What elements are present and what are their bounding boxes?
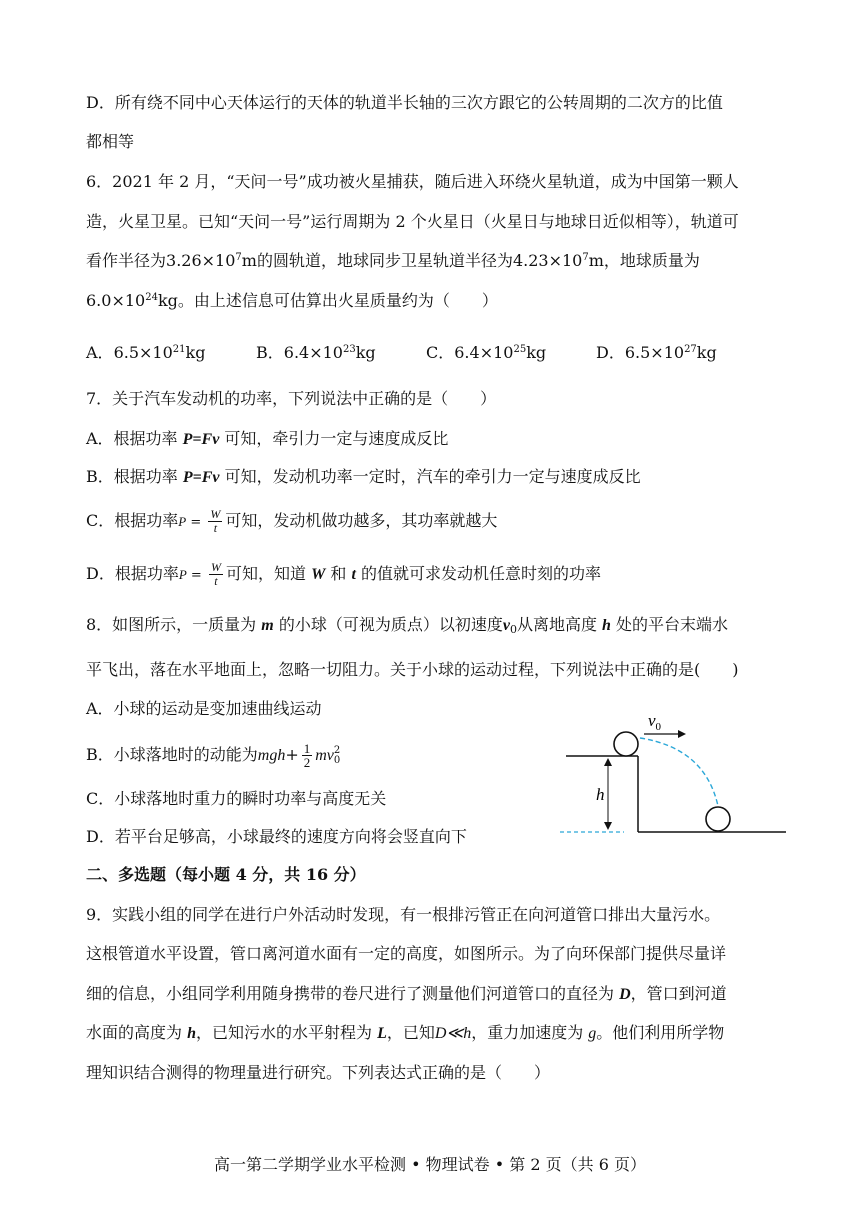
- q6-line2: 造，火星卫星。已知“天问一号”运行周期为 2 个火星日（火星日与地球日近似相等），轨道可: [86, 212, 739, 231]
- velocity-arrow-head-icon: [678, 730, 686, 738]
- fig-v0-label: $v_0$: [648, 711, 662, 733]
- q9-line4: 水面的高度为 h，已知污水的水平射程为 L，已知D≪h，重力加速度为 g。他们利用所学物: [86, 1023, 725, 1042]
- q9-line1: 9．实践小组的同学在进行户外活动时发现，有一根排污管正在向河道管口排出大量污水。: [86, 905, 721, 924]
- q8-option-b[interactable]: B．小球落地时的动能为mgh+ $\frac{1}{2}$ mv 2 0: [86, 741, 341, 770]
- fig-h-label: h: [596, 785, 605, 804]
- q8-b-fraction: $\frac{1}{2}$: [303, 741, 311, 770]
- q9-line5: 理知识结合测得的物理量进行研究。下列表达式正确的是（ ）: [86, 1063, 551, 1082]
- page-footer: 高一第二学期学业水平检测 • 物理试卷 • 第 2 页（共 6 页）: [214, 1155, 646, 1174]
- ball-start: [614, 732, 638, 756]
- q7-d-fraction: $\frac{W}{t}$: [210, 560, 221, 588]
- q6-option-a[interactable]: A．$6.5\times 10^{21}kg$: [86, 343, 206, 362]
- q6-line3: [86, 250, 700, 272]
- q6-options: [86, 342, 766, 364]
- q6-line3-c: ，地球质量为: [603, 251, 700, 270]
- q7-option-c[interactable]: C．根据功率P = $\frac{W}{t}$ 可知，发动机做功越多，其功率就越大: [86, 507, 498, 535]
- ball-end: [706, 807, 730, 831]
- q8-line1: 8．如图所示，一质量为 m 的小球（可视为质点）以初速度$v_0$从离地高度 h 处的平台末端水: [86, 615, 729, 636]
- q9-line3: 细的信息，小组同学利用随身携带的卷尺进行了测量他们河道管口的直径为 D，管口到河道: [86, 984, 727, 1003]
- height-arrow-up-icon: [604, 758, 612, 766]
- q7-option-b[interactable]: B．根据功率 P=Fv 可知，发动机功率一定时，汽车的牵引力一定与速度成反比: [86, 467, 641, 486]
- q7-option-d[interactable]: D．根据功率P = $\frac{W}{t}$ 可知，知道 W 和 t 的值就可求发动机任意时刻的功率: [86, 560, 602, 588]
- q6-line4: [86, 290, 498, 312]
- q6-line3-b: 的圆轨道，地球同步卫星轨道半径为: [256, 251, 513, 270]
- q6-option-c[interactable]: C．$6.4\times 10^{25}kg$: [426, 343, 547, 362]
- q6-mars-orbit-radius: $3.26\times 10^7m$: [166, 251, 257, 270]
- option-d-line1: D．所有绕不同中心天体运行的天体的轨道半长轴的三次方跟它的公转周期的二次方的比值: [86, 93, 723, 112]
- q8-option-c[interactable]: C．小球落地时重力的瞬时功率与高度无关: [86, 789, 387, 808]
- q7-stem: 7．关于汽车发动机的功率，下列说法中正确的是（ ）: [86, 389, 497, 408]
- q6-line1: 6．2021 年 2 月，“天问一号”成功被火星捕获，随后进入环绕火星轨道，成为中国第一颗人: [86, 172, 739, 191]
- q8-option-d[interactable]: D．若平台足够高，小球最终的速度方向将会竖直向下: [86, 827, 467, 846]
- q7-c-fraction: $\frac{W}{t}$: [210, 507, 221, 535]
- q8-option-a[interactable]: A．小球的运动是变加速曲线运动: [86, 699, 322, 718]
- height-arrow-down-icon: [604, 822, 612, 830]
- q7-option-a[interactable]: A．根据功率 P=Fv 可知，牵引力一定与速度成反比: [86, 429, 449, 448]
- q6-line3-a: 看作半径为: [86, 251, 167, 270]
- q6-earth-mass: $6.0\times 10^{24}kg$: [86, 291, 178, 310]
- q6-line4-text: 。由上述信息可估算出火星质量约为（ ）: [177, 291, 498, 310]
- q6-earth-sync-radius: $4.23\times 10^7m$: [512, 251, 604, 270]
- section-2-heading: 二、多选题（每小题 4 分，共 16 分）: [86, 865, 366, 884]
- trajectory-path: [640, 738, 718, 806]
- q8-line2: 平飞出，落在水平地面上，忽略一切阻力。关于小球的运动过程，下列说法中正确的是( ): [86, 660, 739, 679]
- q6-option-b[interactable]: B．$6.4\times 10^{23}kg$: [256, 343, 376, 362]
- option-d-line2: 都相等: [86, 132, 135, 151]
- q8-projectile-figure: [560, 700, 800, 840]
- q9-line2: 这根管道水平设置，管口离河道水面有一定的高度，如图所示。为了向环保部门提供尽量详: [86, 944, 727, 963]
- q6-option-d[interactable]: D．$6.5\times 10^{27}kg$: [596, 343, 717, 362]
